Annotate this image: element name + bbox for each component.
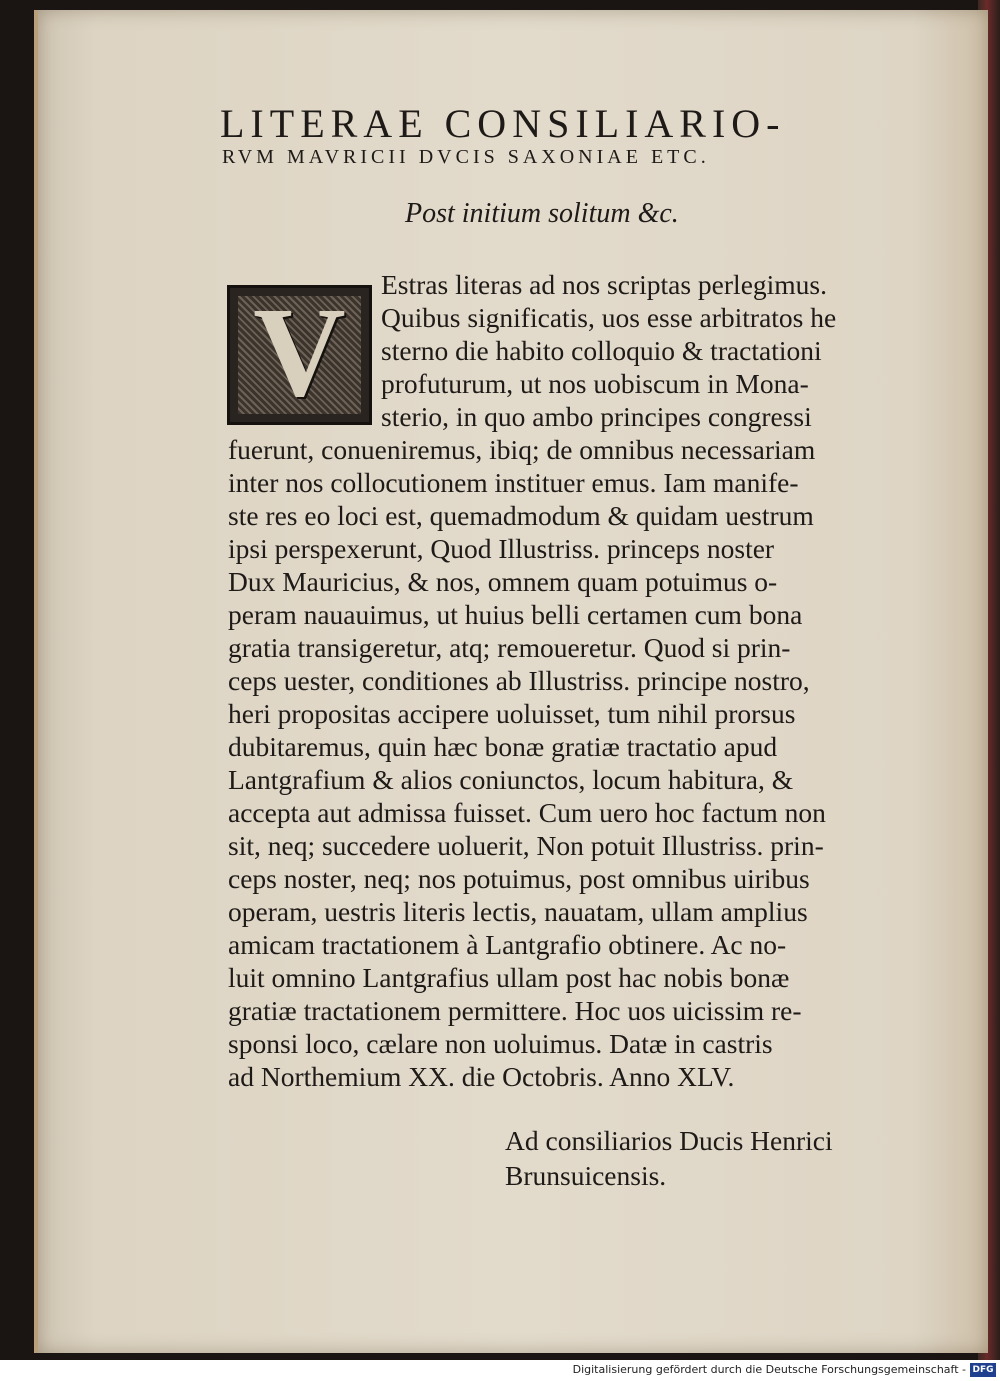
footer-credit: Digitalisierung gefördert durch die Deutsche Forschungsgemeinschaft - xyxy=(572,1363,966,1376)
body-line: gratia transigeretur, atq; remoueretur. Quod si prin- xyxy=(228,632,791,663)
body-line: gratiæ tractationem permittere. Hoc uos uicissim re- xyxy=(228,995,802,1026)
decorated-initial xyxy=(227,281,372,425)
body-line: peram nauauimus, ut huius belli certamen cum bona xyxy=(228,599,803,630)
body-line: ipsi perspexerunt, Quod Illustriss. princeps noster xyxy=(228,533,775,564)
signoff-line-2: Brunsuicensis. xyxy=(505,1160,667,1191)
body-line: accepta aut admissa fuisset. Cum uero hoc factum non xyxy=(228,797,826,828)
body-line: inter nos collocutionem instituer emus. Iam manife- xyxy=(228,467,799,498)
body-line: ste res eo loci est, quemadmodum & quidam uestrum xyxy=(228,500,814,531)
body-line: sterio, in quo ambo principes congressi xyxy=(381,401,812,432)
body-line: luit omnino Lantgrafius ullam post hac nobis bonæ xyxy=(228,962,790,993)
initial-letter: V xyxy=(253,281,346,423)
body-line: ad Northemium XX. die Octobris. Anno XLV. xyxy=(228,1061,735,1092)
signoff-line-1: Ad consiliarios Ducis Henrici xyxy=(505,1125,833,1156)
body-line: Lantgrafium & alios coniunctos, locum habitura, & xyxy=(228,764,794,795)
body-line: Quibus significatis, uos esse arbitratos he xyxy=(381,302,837,333)
body-line: dubitaremus, quin hæc bonæ gratiæ tractatio apud xyxy=(228,731,778,762)
heading-line-2: RVM MAVRICII DVCIS SAXONIAE ETC. xyxy=(222,146,710,168)
body-line: fuerunt, conueniremus, ibiq; de omnibus necessariam xyxy=(228,434,816,465)
heading-line-1: LITERAE CONSILIARIO- xyxy=(220,101,786,146)
body-line: ceps uester, conditiones ab Illustriss. principe nostro, xyxy=(228,665,810,696)
body-line: profuturum, ut nos uobiscum in Mona- xyxy=(381,368,809,399)
body-line: Dux Mauricius, & nos, omnem quam potuimus o- xyxy=(228,566,778,597)
body-line: sterno die habito colloquio & tractationi xyxy=(381,335,822,366)
body-line: sponsi loco, cælare non uoluimus. Datæ in castris xyxy=(228,1028,773,1059)
body-line: ceps noster, neq; nos potuimus, post omnibus uiribus xyxy=(228,863,810,894)
body-line: heri propositas accipere uoluisset, tum nihil prorsus xyxy=(228,698,796,729)
body-line: Estras literas ad nos scriptas perlegimus. xyxy=(381,269,828,300)
body-line: operam, uestris literis lectis, nauatam, ullam amplius xyxy=(228,896,808,927)
digitization-footer xyxy=(0,1360,1000,1381)
opening-formula: Post initium solitum &c. xyxy=(405,198,679,229)
body-line: sit, neq; succedere uoluerit, Non potuit Illustriss. prin- xyxy=(228,830,824,861)
body-line: amicam tractationem à Lantgrafio obtinere. Ac no- xyxy=(228,929,787,960)
dfg-logo: DFG xyxy=(970,1363,996,1377)
